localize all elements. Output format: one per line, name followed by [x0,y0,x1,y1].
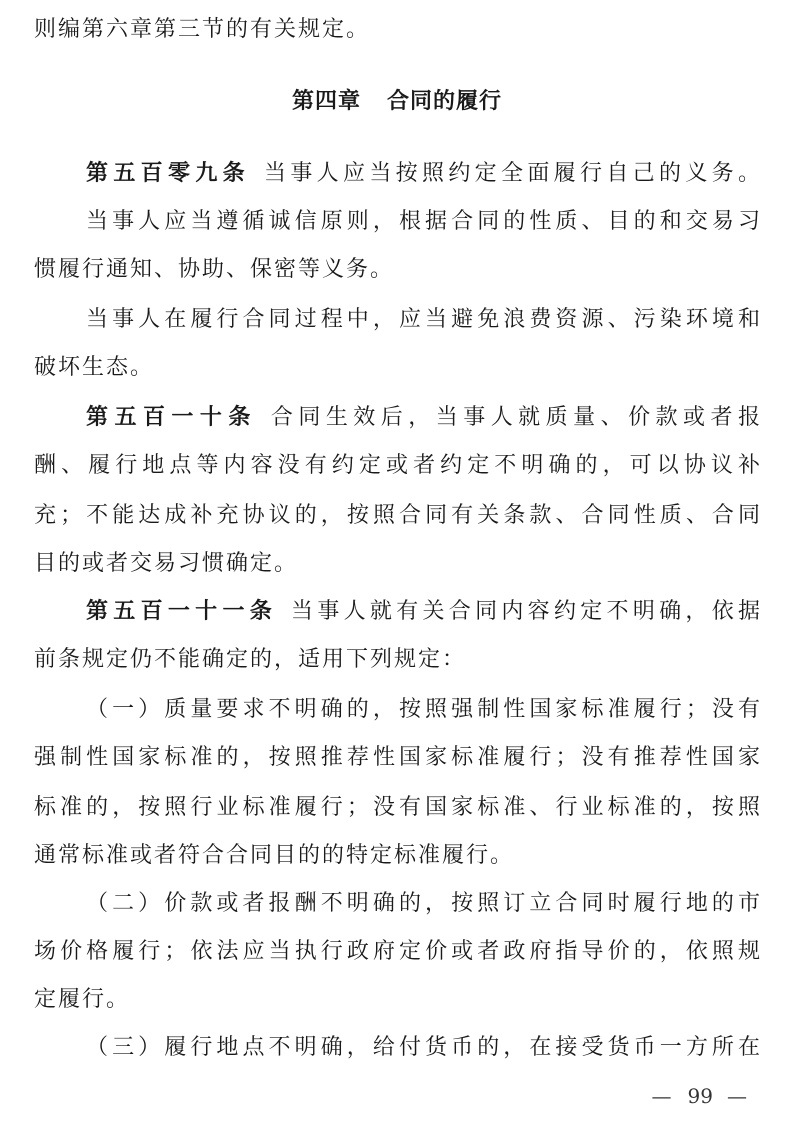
article-509-number: 第五百零九条 [86,161,250,186]
clause-1-line-3: 标准的，按照行业标准履行；没有国家标准、行业标准的，按照 [34,795,760,820]
clause-1-line-2: 强制性国家标准的，按照推荐性国家标准履行；没有推荐性国家 [34,745,760,770]
article-510-number: 第五百一十条 [86,405,257,430]
page-footer [652,1082,749,1110]
clause-1-line-1: （一）质量要求不明确的，按照强制性国家标准履行；没有 [86,697,760,722]
article-510-line-2: 酬、履行地点等内容没有约定或者约定不明确的，可以协议补 [34,453,760,478]
clause-1-line-4: 通常标准或者符合合同目的的特定标准履行。 [34,843,515,868]
article-509-p3-line-1: 当事人在履行合同过程中，应当避免浪费资源、污染环境和 [86,307,760,332]
chapter-heading [34,78,760,126]
chapter-title: 合同的履行 [387,89,503,114]
article-509-p3-line-2: 破坏生态。 [34,355,155,380]
article-511-line-1 [34,588,760,636]
article-510-line-1 [34,394,760,442]
article-509-p2-line-1: 当事人应当遵循诚信原则，根据合同的性质、目的和交易习 [86,209,760,234]
article-509-text: 当事人应当按照约定全面履行自己的义务。 [264,161,760,186]
article-511-text: 当事人就有关合同内容约定不明确，依据 [291,599,760,624]
article-510-line-4: 目的或者交易习惯确定。 [34,551,299,576]
clause-2-line-3: 定履行。 [34,987,131,1012]
article-511-line-2: 前条规定仍不能确定的，适用下列规定： [34,647,467,672]
article-510-text: 合同生效后，当事人就质量、价款或者报 [270,405,760,430]
page-number: 99 [687,1084,713,1108]
clause-2-line-2: 场价格履行；依法应当执行政府定价或者政府指导价的，依照规 [34,939,760,964]
carryover-line: 则编第六章第三节的有关规定。 [34,17,371,42]
chapter-number: 第四章 [291,89,361,114]
article-509-line-1 [34,150,760,198]
footer-dash-left: — [651,1084,674,1108]
article-509-p2-line-2: 惯履行通知、协助、保密等义务。 [34,257,395,282]
article-511-number: 第五百一十一条 [86,599,278,624]
footer-dash-right: — [727,1084,749,1108]
clause-2-line-1: （二）价款或者报酬不明确的，按照订立合同时履行地的市 [86,891,760,916]
article-510-line-3: 充；不能达成补充协议的，按照合同有关条款、合同性质、合同 [34,503,760,528]
clause-3-line-1: （三）履行地点不明确，给付货币的，在接受货币一方所在 [86,1035,760,1060]
